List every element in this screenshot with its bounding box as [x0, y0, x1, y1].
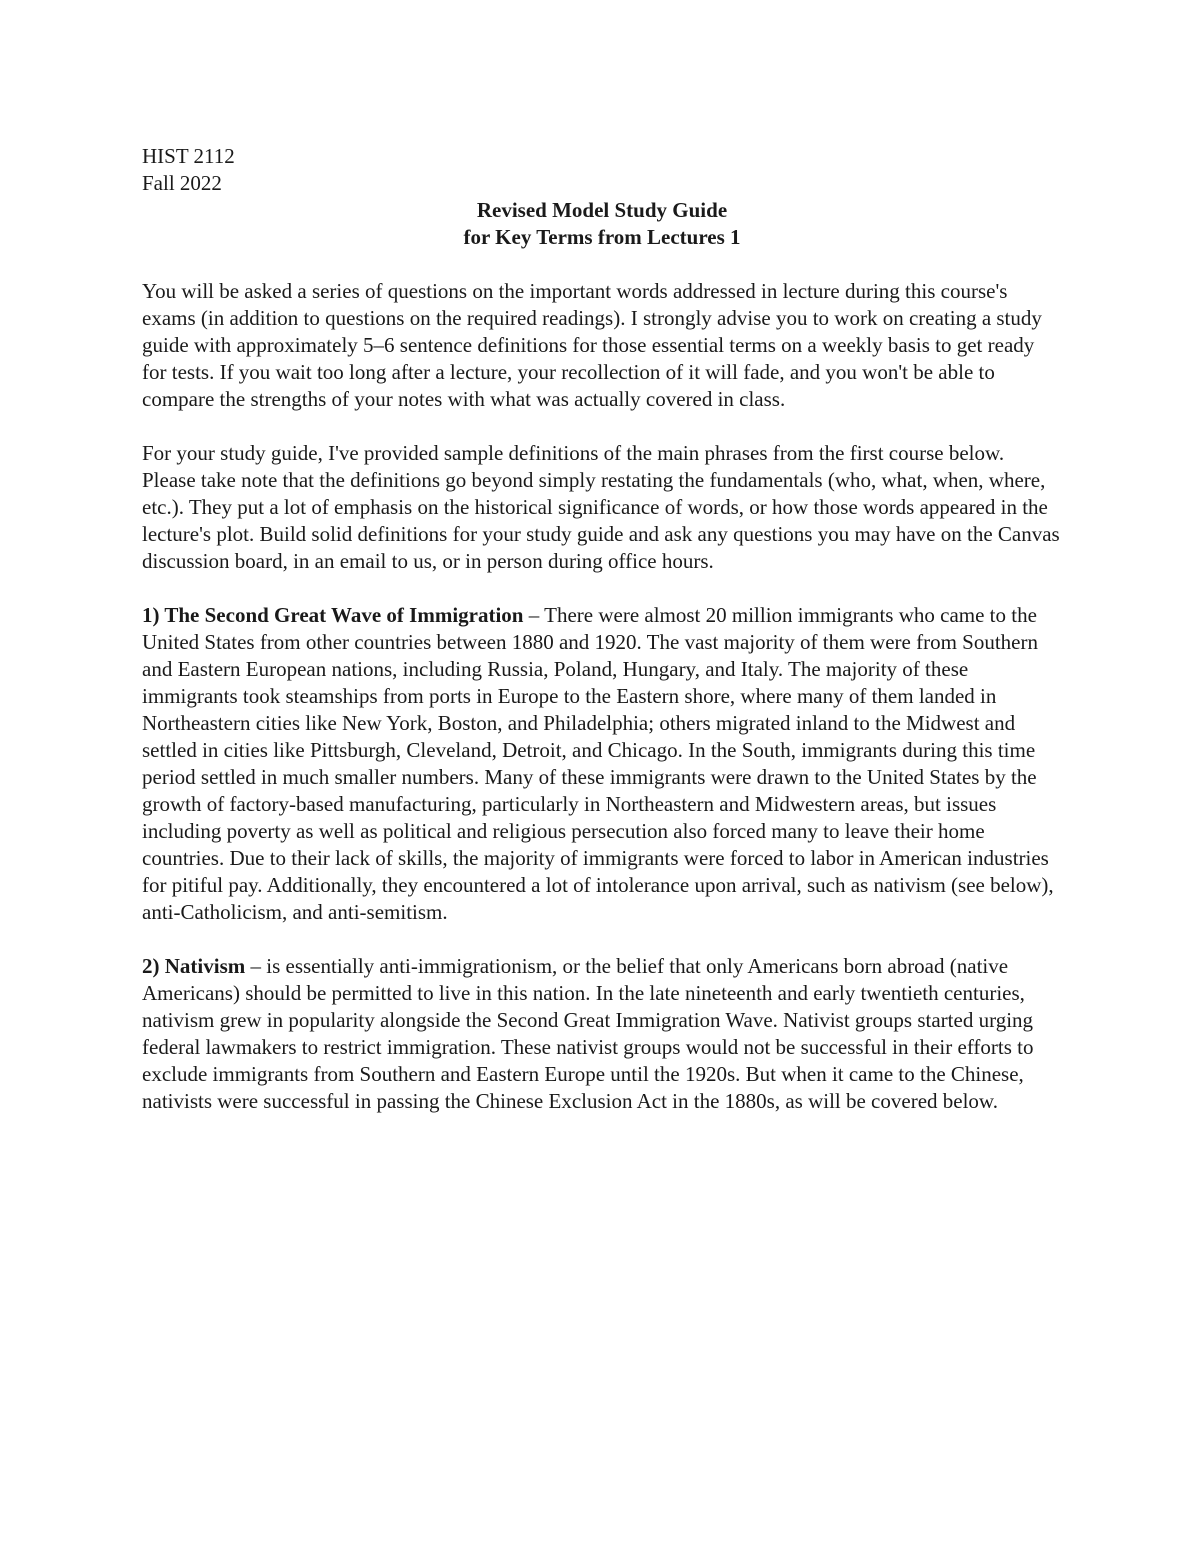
document-title — [142, 197, 1062, 251]
intro-paragraph-2: For your study guide, I've provided sample definitions of the main phrases from the first course below. Please take note that the definitions go beyond simply restating the fundamentals (who, what, when, where, etc.). They put a lot of emphasis on the historical significance of words, or how those words appeared in the lecture's plot. Build solid definitions for your study guide and ask any questions you may have on the Canvas discussion board, in an email to us, or in person during office hours. — [142, 441, 1060, 573]
term-entry-immigration-wave — [142, 602, 1062, 926]
term-definition: – is essentially anti-immigrationism, or the belief that only Americans born abroad (native Americans) should be permitted to live in this nation. In the late nineteenth and early twentieth centuries, nativism grew in popularity alongside the Second Great Immigration Wave. Nativist groups started urging federal lawmakers to restrict immigration. These nativist groups would not be successful in their efforts to exclude immigrants from Southern and Eastern Europe until the 1920s. But when it came to the Chinese, nativists were successful in passing the Chinese Exclusion Act in the 1880s, as will be covered below. — [142, 954, 1034, 1113]
course-code: HIST 2112 — [142, 144, 235, 168]
document-page — [142, 143, 1062, 1142]
title-line-1: Revised Model Study Guide — [476, 198, 728, 222]
title-line-2: for Key Terms from Lectures 1 — [463, 225, 741, 249]
term-name: 1) The Second Great Wave of Immigration — [142, 603, 524, 627]
course-term: Fall 2022 — [142, 171, 222, 195]
intro-paragraph-1: You will be asked a series of questions on the important words addressed in lecture during this course's exams (in addition to questions on the required readings). I strongly advise you to work on creating a study guide with approximately 5–6 sentence definitions for those essential terms on a weekly basis to get ready for tests. If you wait too long after a lecture, your recollection of it will fade, and you won't be able to compare the strengths of your notes with what was actually covered in class. — [142, 279, 1042, 411]
term-entry-nativism — [142, 953, 1062, 1115]
term-name: 2) Nativism — [142, 954, 246, 978]
term-definition: – There were almost 20 million immigrants who came to the United States from other countries between 1880 and 1920. The vast majority of them were from Southern and Eastern European nations, including Russia, Poland, Hungary, and Italy. The majority of these immigrants took steamships from ports in Europe to the Eastern shore, where many of them landed in Northeastern cities like New York, Boston, and Philadelphia; others migrated inland to the Midwest and settled in cities like Pittsburgh, Cleveland, Detroit, and Chicago. In the South, immigrants during this time period settled in much smaller numbers. Many of these immigrants were drawn to the United States by the growth of factory-based manufacturing, particularly in Northeastern and Midwestern areas, but issues including poverty as well as political and religious persecution also forced many to leave their home countries. Due to their lack of skills, the majority of immigrants were forced to labor in American industries for pitiful pay. Additionally, they encountered a lot of intolerance upon arrival, such as nativism (see below), anti-Catholicism, and anti-semitism. — [142, 603, 1054, 924]
